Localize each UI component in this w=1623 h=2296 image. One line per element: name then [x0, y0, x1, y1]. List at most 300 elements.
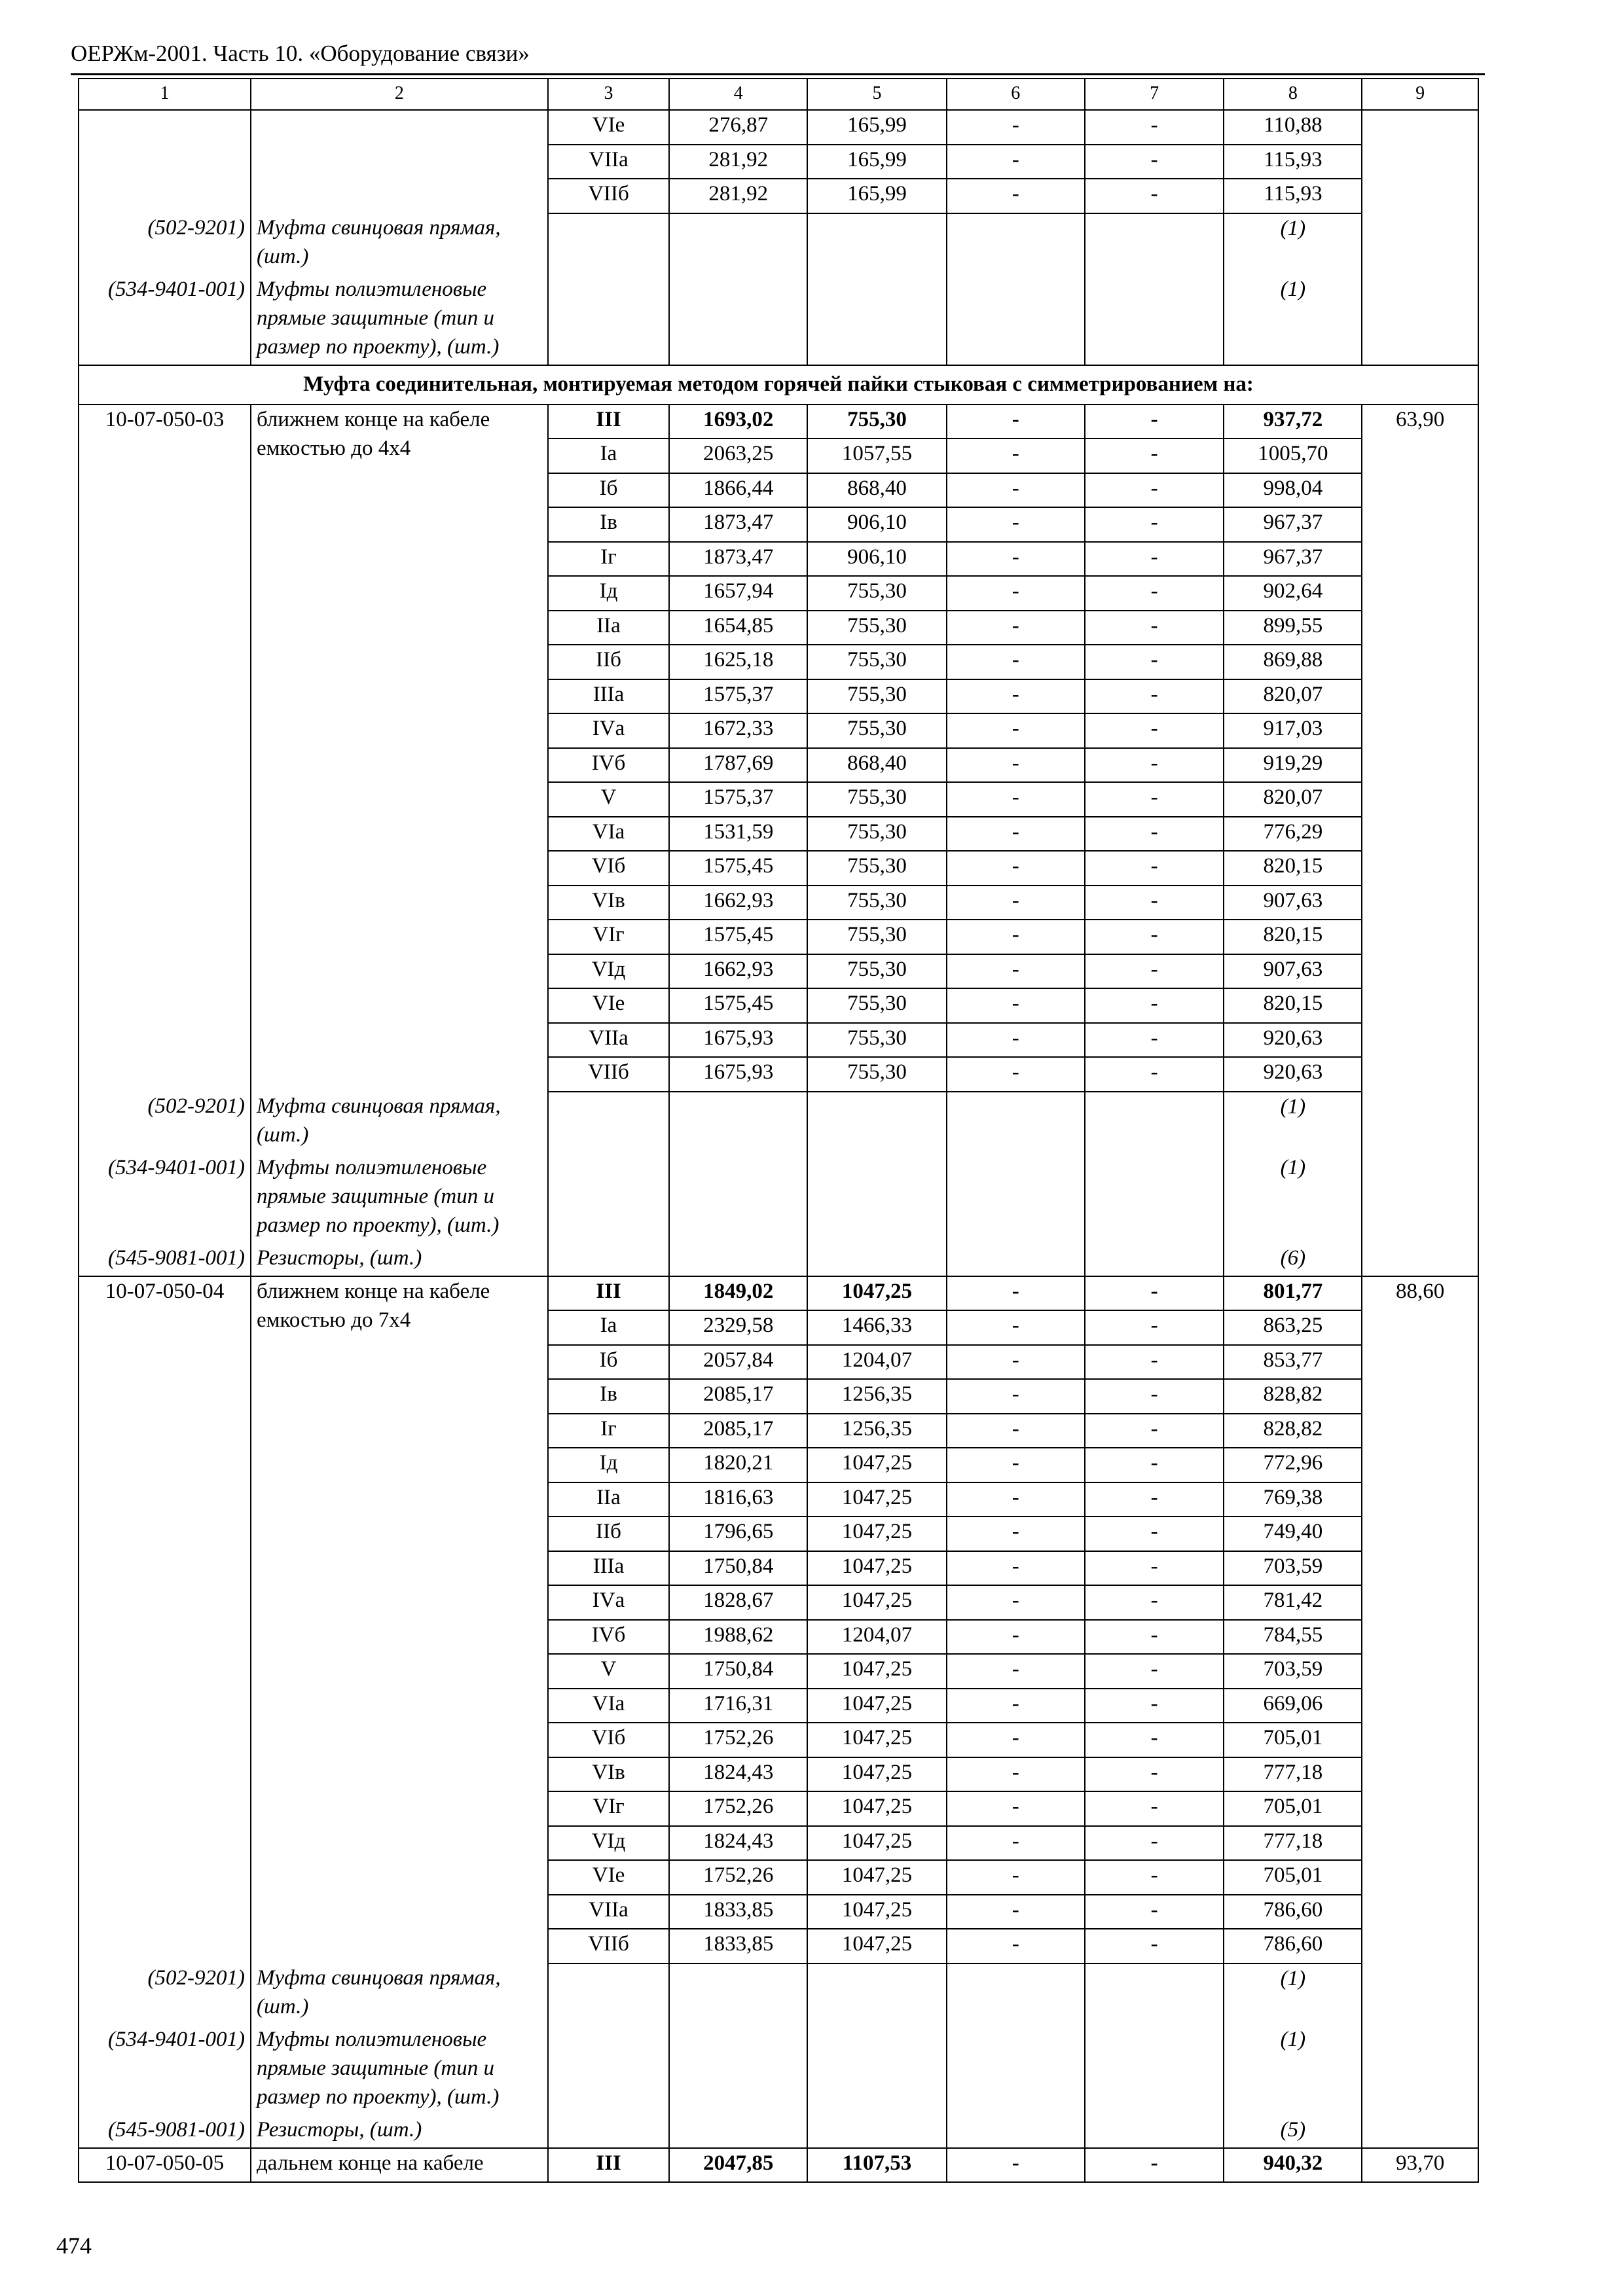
machine-costs: -	[947, 145, 1085, 179]
labor-hours	[1362, 179, 1478, 213]
rate-name	[251, 817, 548, 852]
machine-costs: -	[947, 1826, 1085, 1861]
column-number: 8	[1224, 79, 1362, 110]
labor-hours	[1362, 920, 1478, 954]
machinist-wages: -	[1085, 1585, 1224, 1620]
territory-class: Iд	[548, 1448, 670, 1482]
machine-costs: -	[947, 782, 1085, 817]
resource-empty	[947, 213, 1085, 275]
labor-wages: 755,30	[807, 645, 947, 679]
direct-costs: 1662,93	[669, 886, 807, 920]
resource-code: (545-9081-001)	[79, 2115, 251, 2148]
labor-hours	[1362, 1723, 1478, 1757]
direct-costs: 1833,85	[669, 1895, 807, 1929]
table-row	[79, 886, 1478, 920]
labor-wages: 755,30	[807, 611, 947, 645]
machinist-wages: -	[1085, 1310, 1224, 1345]
materials-cost: 784,55	[1224, 1620, 1362, 1655]
materials-cost: 917,03	[1224, 713, 1362, 748]
territory-class: V	[548, 782, 670, 817]
table-row	[79, 920, 1478, 954]
page-header-title: ОЕРЖм-2001. Часть 10. «Оборудование связи»	[71, 41, 530, 66]
machine-costs: -	[947, 1482, 1085, 1517]
machine-costs: -	[947, 886, 1085, 920]
territory-class: VIе	[548, 1860, 670, 1895]
machine-costs: -	[947, 507, 1085, 542]
machinist-wages: -	[1085, 1057, 1224, 1092]
resource-row	[79, 1964, 1478, 2025]
rate-name	[251, 2148, 548, 2183]
resource-empty	[807, 275, 947, 365]
machinist-wages: -	[1085, 1860, 1224, 1895]
labor-hours	[1362, 1414, 1478, 1448]
machinist-wages: -	[1085, 145, 1224, 179]
table-row	[79, 404, 1478, 439]
materials-cost: 705,01	[1224, 1723, 1362, 1757]
rate-code	[79, 1023, 251, 1058]
column-number: 6	[947, 79, 1085, 110]
direct-costs: 1662,93	[669, 954, 807, 989]
labor-hours	[1362, 1345, 1478, 1380]
resource-name: Муфта свинцовая прямая, (шт.)	[251, 213, 548, 275]
machinist-wages: -	[1085, 782, 1224, 817]
territory-class: VIб	[548, 1723, 670, 1757]
direct-costs: 1820,21	[669, 1448, 807, 1482]
rate-code: 10-07-050-04	[79, 1276, 251, 1311]
rate-name	[251, 1929, 548, 1964]
territory-class: IVб	[548, 748, 670, 783]
direct-costs: 1675,93	[669, 1057, 807, 1092]
machinist-wages: -	[1085, 576, 1224, 611]
labor-wages: 1047,25	[807, 1276, 947, 1311]
labor-hours	[1362, 1757, 1478, 1792]
labor-wages: 1204,07	[807, 1620, 947, 1655]
table-row	[79, 713, 1478, 748]
rate-name	[251, 679, 548, 714]
rate-name	[251, 1585, 548, 1620]
resource-empty	[669, 1964, 807, 2025]
direct-costs: 1849,02	[669, 1276, 807, 1311]
machinist-wages: -	[1085, 1654, 1224, 1689]
labor-wages: 755,30	[807, 920, 947, 954]
direct-costs: 2085,17	[669, 1414, 807, 1448]
labor-wages: 1204,07	[807, 1345, 947, 1380]
labor-hours	[1362, 1551, 1478, 1586]
table-row	[79, 645, 1478, 679]
territory-class: IIIа	[548, 679, 670, 714]
rate-name	[251, 1551, 548, 1586]
machine-costs: -	[947, 1057, 1085, 1092]
resource-empty	[1085, 275, 1224, 365]
materials-cost: 828,82	[1224, 1379, 1362, 1414]
rate-code	[79, 817, 251, 852]
machinist-wages: -	[1085, 1826, 1224, 1861]
labor-hours	[1362, 645, 1478, 679]
resource-quantity: (1)	[1224, 1964, 1362, 2025]
labor-wages: 1047,25	[807, 1860, 947, 1895]
table-row	[79, 179, 1478, 213]
resource-code: (534-9401-001)	[79, 1153, 251, 1244]
territory-class: VIв	[548, 886, 670, 920]
machinist-wages: -	[1085, 713, 1224, 748]
materials-cost: 703,59	[1224, 1551, 1362, 1586]
resource-empty	[807, 2115, 947, 2148]
resource-empty	[1362, 2115, 1478, 2148]
resource-empty	[669, 1092, 807, 1153]
labor-wages: 165,99	[807, 179, 947, 213]
resource-empty	[807, 2025, 947, 2115]
labor-hours	[1362, 1379, 1478, 1414]
table-row	[79, 988, 1478, 1023]
resource-quantity: (1)	[1224, 1153, 1362, 1244]
resource-name: Муфты полиэтиленовые прямые защитные (тип и размер по проекту), (шт.)	[251, 2025, 548, 2115]
machine-costs: -	[947, 542, 1085, 577]
table-row	[79, 1379, 1478, 1414]
materials-cost: 869,88	[1224, 645, 1362, 679]
labor-wages: 1256,35	[807, 1379, 947, 1414]
rate-code	[79, 110, 251, 145]
resource-empty	[1085, 1964, 1224, 2025]
resource-empty	[669, 2115, 807, 2148]
territory-class: Iд	[548, 576, 670, 611]
materials-cost: 777,18	[1224, 1826, 1362, 1861]
labor-hours	[1362, 1895, 1478, 1929]
territory-class: Iа	[548, 1310, 670, 1345]
machinist-wages: -	[1085, 1482, 1224, 1517]
territory-class: IVа	[548, 1585, 670, 1620]
materials-cost: 820,15	[1224, 988, 1362, 1023]
materials-cost: 937,72	[1224, 404, 1362, 439]
direct-costs: 276,87	[669, 110, 807, 145]
rate-code	[79, 473, 251, 508]
materials-cost: 967,37	[1224, 507, 1362, 542]
direct-costs: 1752,26	[669, 1860, 807, 1895]
territory-class: VIе	[548, 110, 670, 145]
machine-costs: -	[947, 713, 1085, 748]
resource-row	[79, 275, 1478, 365]
resource-name: Муфта свинцовая прямая, (шт.)	[251, 1092, 548, 1153]
machine-costs: -	[947, 1379, 1085, 1414]
labor-hours	[1362, 110, 1478, 145]
territory-class: VIIб	[548, 179, 670, 213]
machinist-wages: -	[1085, 1023, 1224, 1058]
labor-wages: 1047,25	[807, 1482, 947, 1517]
machinist-wages: -	[1085, 179, 1224, 213]
rate-code	[79, 1895, 251, 1929]
direct-costs: 281,92	[669, 179, 807, 213]
territory-class: III	[548, 1276, 670, 1311]
rate-name	[251, 473, 548, 508]
resource-code: (502-9201)	[79, 213, 251, 275]
labor-hours: 88,60	[1362, 1276, 1478, 1311]
labor-wages: 1047,25	[807, 1723, 947, 1757]
territory-class: Iв	[548, 507, 670, 542]
rate-name	[251, 404, 548, 460]
labor-hours	[1362, 1448, 1478, 1482]
materials-cost: 820,07	[1224, 782, 1362, 817]
machinist-wages: -	[1085, 645, 1224, 679]
rate-code	[79, 679, 251, 714]
labor-hours	[1362, 473, 1478, 508]
machine-costs: -	[947, 2148, 1085, 2183]
table-row	[79, 1585, 1478, 1620]
machinist-wages: -	[1085, 473, 1224, 508]
rate-code	[79, 1448, 251, 1482]
machinist-wages: -	[1085, 1895, 1224, 1929]
labor-hours	[1362, 507, 1478, 542]
machinist-wages: -	[1085, 1689, 1224, 1723]
territory-class: IIа	[548, 611, 670, 645]
labor-wages: 1256,35	[807, 1414, 947, 1448]
machine-costs: -	[947, 404, 1085, 439]
resource-empty	[1362, 1964, 1478, 2025]
labor-hours	[1362, 1482, 1478, 1517]
direct-costs: 281,92	[669, 145, 807, 179]
page-number: 474	[56, 2233, 92, 2259]
column-number: 5	[807, 79, 947, 110]
rate-name	[251, 1023, 548, 1058]
machinist-wages: -	[1085, 920, 1224, 954]
machine-costs: -	[947, 748, 1085, 783]
direct-costs: 2063,25	[669, 439, 807, 473]
materials-cost: 820,15	[1224, 851, 1362, 886]
column-number: 7	[1085, 79, 1224, 110]
rate-name-text: дальнем конце на кабеле	[256, 2151, 484, 2175]
resource-empty	[947, 275, 1085, 365]
resource-code: (502-9201)	[79, 1964, 251, 2025]
rate-name	[251, 1516, 548, 1551]
table-row	[79, 1723, 1478, 1757]
resource-empty	[1085, 2115, 1224, 2148]
machine-costs: -	[947, 576, 1085, 611]
rate-name	[251, 954, 548, 989]
resource-row	[79, 1244, 1478, 1276]
column-number: 4	[669, 79, 807, 110]
rate-code	[79, 1791, 251, 1826]
direct-costs: 1675,93	[669, 1023, 807, 1058]
labor-hours	[1362, 1023, 1478, 1058]
rate-name	[251, 1791, 548, 1826]
machine-costs: -	[947, 1585, 1085, 1620]
labor-hours: 93,70	[1362, 2148, 1478, 2183]
rate-code	[79, 1654, 251, 1689]
territory-class: VIг	[548, 1791, 670, 1826]
direct-costs: 1873,47	[669, 507, 807, 542]
machinist-wages: -	[1085, 1448, 1224, 1482]
machinist-wages: -	[1085, 611, 1224, 645]
column-number: 9	[1362, 79, 1478, 110]
materials-cost: 902,64	[1224, 576, 1362, 611]
table-row	[79, 1551, 1478, 1586]
labor-wages: 165,99	[807, 145, 947, 179]
materials-cost: 777,18	[1224, 1757, 1362, 1792]
resource-name: Муфты полиэтиленовые прямые защитные (тип и размер по проекту), (шт.)	[251, 1153, 548, 1244]
direct-costs: 1657,94	[669, 576, 807, 611]
territory-class: VIе	[548, 988, 670, 1023]
table-row	[79, 110, 1478, 145]
rate-code	[79, 886, 251, 920]
table-row	[79, 1791, 1478, 1826]
machine-costs: -	[947, 1516, 1085, 1551]
rate-name	[251, 1448, 548, 1482]
territory-class: III	[548, 2148, 670, 2183]
labor-hours	[1362, 886, 1478, 920]
resource-empty	[807, 1092, 947, 1153]
direct-costs: 1693,02	[669, 404, 807, 439]
machine-costs: -	[947, 954, 1085, 989]
direct-costs: 1672,33	[669, 713, 807, 748]
labor-wages: 1047,25	[807, 1516, 947, 1551]
rate-code	[79, 1551, 251, 1586]
rate-code	[79, 748, 251, 783]
resource-empty	[669, 1244, 807, 1276]
resource-empty	[1085, 2025, 1224, 2115]
machine-costs: -	[947, 679, 1085, 714]
labor-wages: 1047,25	[807, 1551, 947, 1586]
machine-costs: -	[947, 1860, 1085, 1895]
territory-class: VIб	[548, 851, 670, 886]
rate-name	[251, 1654, 548, 1689]
materials-cost: 781,42	[1224, 1585, 1362, 1620]
materials-cost: 705,01	[1224, 1791, 1362, 1826]
rate-code	[79, 920, 251, 954]
labor-hours	[1362, 988, 1478, 1023]
resource-empty	[807, 1964, 947, 2025]
rate-code	[79, 1414, 251, 1448]
rate-name	[251, 1895, 548, 1929]
materials-cost: 967,37	[1224, 542, 1362, 577]
machine-costs: -	[947, 1620, 1085, 1655]
resource-empty	[947, 1244, 1085, 1276]
rate-code	[79, 713, 251, 748]
labor-wages: 755,30	[807, 576, 947, 611]
territory-class: III	[548, 404, 670, 439]
machinist-wages: -	[1085, 679, 1224, 714]
territory-class: VIIа	[548, 1895, 670, 1929]
labor-wages: 1107,53	[807, 2148, 947, 2183]
direct-costs: 1575,37	[669, 679, 807, 714]
machine-costs: -	[947, 920, 1085, 954]
resource-empty	[1085, 1153, 1224, 1244]
machinist-wages: -	[1085, 851, 1224, 886]
direct-costs: 1833,85	[669, 1929, 807, 1964]
machinist-wages: -	[1085, 1379, 1224, 1414]
labor-wages: 755,30	[807, 713, 947, 748]
machinist-wages: -	[1085, 1345, 1224, 1380]
rate-name	[251, 920, 548, 954]
machinist-wages: -	[1085, 988, 1224, 1023]
rate-name	[251, 645, 548, 679]
labor-wages: 755,30	[807, 886, 947, 920]
materials-cost: 820,15	[1224, 920, 1362, 954]
materials-cost: 907,63	[1224, 954, 1362, 989]
labor-wages: 868,40	[807, 473, 947, 508]
resource-empty	[548, 1244, 670, 1276]
machinist-wages: -	[1085, 1516, 1224, 1551]
direct-costs: 1816,63	[669, 1482, 807, 1517]
machine-costs: -	[947, 1276, 1085, 1311]
resource-row	[79, 2025, 1478, 2115]
labor-wages: 1466,33	[807, 1310, 947, 1345]
table-row	[79, 748, 1478, 783]
machine-costs: -	[947, 1757, 1085, 1792]
resource-quantity: (1)	[1224, 213, 1362, 275]
rate-name	[251, 1620, 548, 1655]
rate-code	[79, 1057, 251, 1092]
table-row	[79, 954, 1478, 989]
labor-wages: 906,10	[807, 507, 947, 542]
machine-costs: -	[947, 1929, 1085, 1964]
labor-wages: 1047,25	[807, 1757, 947, 1792]
direct-costs: 2047,85	[669, 2148, 807, 2183]
rate-name	[251, 748, 548, 783]
resource-quantity: (1)	[1224, 275, 1362, 365]
machinist-wages: -	[1085, 1414, 1224, 1448]
table-row	[79, 145, 1478, 179]
rate-name-text: ближнем конце на кабеле емкостью до 4х4	[256, 407, 490, 460]
direct-costs: 2057,84	[669, 1345, 807, 1380]
table-row	[79, 1448, 1478, 1482]
materials-cost: 115,93	[1224, 179, 1362, 213]
materials-cost: 772,96	[1224, 1448, 1362, 1482]
section-title: Муфта соединительная, монтируемая методом горячей пайки стыковая с симметрированием на:	[79, 365, 1478, 404]
direct-costs: 1796,65	[669, 1516, 807, 1551]
materials-cost: 115,93	[1224, 145, 1362, 179]
labor-hours	[1362, 1585, 1478, 1620]
machine-costs: -	[947, 1791, 1085, 1826]
labor-wages: 755,30	[807, 679, 947, 714]
resource-empty	[669, 2025, 807, 2115]
direct-costs: 1866,44	[669, 473, 807, 508]
materials-cost: 749,40	[1224, 1516, 1362, 1551]
direct-costs: 1531,59	[669, 817, 807, 852]
column-number: 1	[79, 79, 251, 110]
resource-empty	[807, 1244, 947, 1276]
materials-cost: 907,63	[1224, 886, 1362, 920]
table-row	[79, 1023, 1478, 1058]
resource-row	[79, 2115, 1478, 2148]
resource-empty	[947, 2025, 1085, 2115]
resource-empty	[1362, 213, 1478, 275]
resource-empty	[947, 1964, 1085, 2025]
direct-costs: 1625,18	[669, 645, 807, 679]
resource-empty	[669, 1153, 807, 1244]
rate-code	[79, 1620, 251, 1655]
labor-hours	[1362, 851, 1478, 886]
labor-wages: 755,30	[807, 817, 947, 852]
machine-costs: -	[947, 1310, 1085, 1345]
territory-class: IVб	[548, 1620, 670, 1655]
rate-code	[79, 782, 251, 817]
resource-row	[79, 213, 1478, 275]
resource-name: Резисторы, (шт.)	[251, 1244, 548, 1276]
rate-name	[251, 1057, 548, 1092]
machine-costs: -	[947, 473, 1085, 508]
rate-code	[79, 542, 251, 577]
materials-cost: 801,77	[1224, 1276, 1362, 1311]
territory-class: VIIб	[548, 1929, 670, 1964]
table-row	[79, 1757, 1478, 1792]
rate-name	[251, 110, 548, 145]
labor-hours	[1362, 748, 1478, 783]
labor-wages: 755,30	[807, 851, 947, 886]
direct-costs: 1824,43	[669, 1757, 807, 1792]
table-row	[79, 1654, 1478, 1689]
resource-empty	[548, 2115, 670, 2148]
table-row	[79, 1929, 1478, 1964]
rate-name	[251, 507, 548, 542]
territory-class: VIIа	[548, 145, 670, 179]
